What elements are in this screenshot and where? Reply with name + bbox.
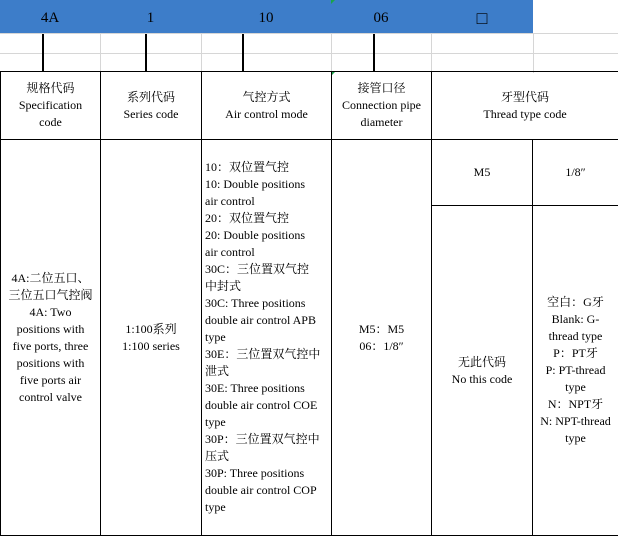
- series-line: 1:100 series: [122, 338, 180, 353]
- thread-eighth-line: Blank: G-: [551, 312, 600, 326]
- header-spec: [1, 72, 101, 140]
- thread-eighth-header: 1/8″: [533, 140, 618, 206]
- air-control-line: double air control COP: [205, 483, 317, 497]
- air-control-line: double air control COE: [205, 398, 318, 412]
- air-control-line: type: [205, 330, 226, 344]
- air-control-line: 30E: Three positions: [205, 381, 305, 395]
- spec-table: [0, 71, 618, 536]
- header-air-en: Air control mode: [225, 106, 308, 121]
- header-connection: [332, 72, 432, 140]
- air-control-line: type: [205, 500, 226, 514]
- thread-eighth-line: N：NPT牙: [547, 397, 604, 411]
- air-control-line: 30C: Three positions: [205, 296, 306, 310]
- thread-m5-line: No this code: [451, 371, 513, 386]
- header-series-en: Series code: [123, 106, 179, 121]
- spec-cell: [1, 140, 101, 536]
- code-segment-air: 10: [258, 10, 274, 26]
- air-control-cell: [202, 140, 332, 536]
- connection-line: M5：M5: [358, 321, 405, 336]
- connector-spec: [42, 34, 44, 71]
- cell-marker: [331, 0, 335, 4]
- header-conn-en1: Connection pipe: [342, 98, 421, 112]
- header-thread: [432, 72, 618, 140]
- spec-line: positions with: [16, 355, 85, 370]
- air-control-line: 10：双位置气控: [205, 160, 290, 174]
- air-control-line: 30P：三位置双气控中: [205, 432, 320, 446]
- thread-m5-cell: [432, 206, 533, 536]
- thread-eighth-line: N: NPT-thread: [540, 414, 611, 428]
- series-cell: [101, 140, 202, 536]
- header-row: [1, 72, 618, 140]
- header-thread-zh: 牙型代码: [501, 89, 550, 104]
- thread-m5-header: M5: [432, 140, 533, 206]
- air-control-line: type: [205, 415, 226, 429]
- thread-eighth-line: type: [565, 431, 586, 445]
- spec-line: 4A: Two: [29, 304, 72, 319]
- thread-eighth-line: type: [565, 380, 586, 394]
- connection-cell: [332, 140, 432, 536]
- header-spec-en2: code: [39, 115, 62, 129]
- thread-eighth-line: thread type: [548, 329, 603, 343]
- air-control-line: 压式: [205, 449, 230, 463]
- header-series: [101, 72, 202, 140]
- header-thread-en: Thread type code: [483, 106, 567, 121]
- air-control-line: 30E：三位置双气控中: [205, 347, 321, 361]
- code-segment-spec: 4A: [40, 10, 60, 26]
- code-segment-conn: 06: [373, 10, 389, 26]
- air-control-line: 20: Double positions: [205, 228, 306, 242]
- spec-line: 4A:二位五口、: [11, 270, 90, 285]
- header-air-control: [202, 72, 332, 140]
- background-grid: [0, 33, 618, 73]
- header-conn-en2: diameter: [360, 115, 403, 129]
- header-conn-zh: 接管口径: [357, 81, 406, 95]
- thread-eighth-line: P: PT-thread: [545, 363, 606, 377]
- air-control-line: 泄式: [205, 364, 230, 378]
- air-control-line: 10: Double positions: [205, 177, 306, 191]
- spec-line: five ports air: [19, 372, 82, 387]
- code-segment-thread: □: [476, 8, 488, 28]
- header-air-zh: 气控方式: [242, 89, 291, 104]
- connector-conn: [373, 34, 375, 71]
- spec-line: control valve: [19, 389, 82, 404]
- air-control-line: double air control APB: [205, 313, 316, 327]
- thread-eighth-cell: [533, 206, 618, 536]
- spec-line: five ports, three: [12, 338, 89, 353]
- header-series-zh: 系列代码: [126, 89, 175, 104]
- air-control-line: 中封式: [205, 279, 242, 293]
- thread-eighth-line: 空白：G牙: [547, 295, 604, 309]
- header-spec-zh: 规格代码: [26, 81, 75, 95]
- connector-air: [242, 34, 244, 71]
- air-control-line: 30C：三位置双气控: [205, 262, 310, 276]
- connection-line: 06：1/8″: [359, 338, 404, 353]
- air-control-line: 30P: Three positions: [205, 466, 305, 480]
- connector-series: [145, 34, 147, 71]
- header-spec-en1: Specification: [18, 98, 83, 112]
- spec-line: 三位五口气控阀: [8, 287, 93, 302]
- series-line: 1:100系列: [125, 321, 177, 336]
- air-control-line: air control: [205, 245, 255, 259]
- air-control-line: 20：双位置气控: [205, 211, 290, 225]
- spec-line: positions with: [16, 321, 85, 336]
- model-code-bar: [0, 0, 533, 33]
- thread-eighth-line: P：PT牙: [553, 346, 598, 360]
- thread-m5-line: 无此代码: [457, 354, 506, 369]
- thread-subheader-row: [1, 140, 618, 206]
- code-segment-series: 1: [146, 10, 155, 26]
- air-control-line: air control: [205, 194, 255, 208]
